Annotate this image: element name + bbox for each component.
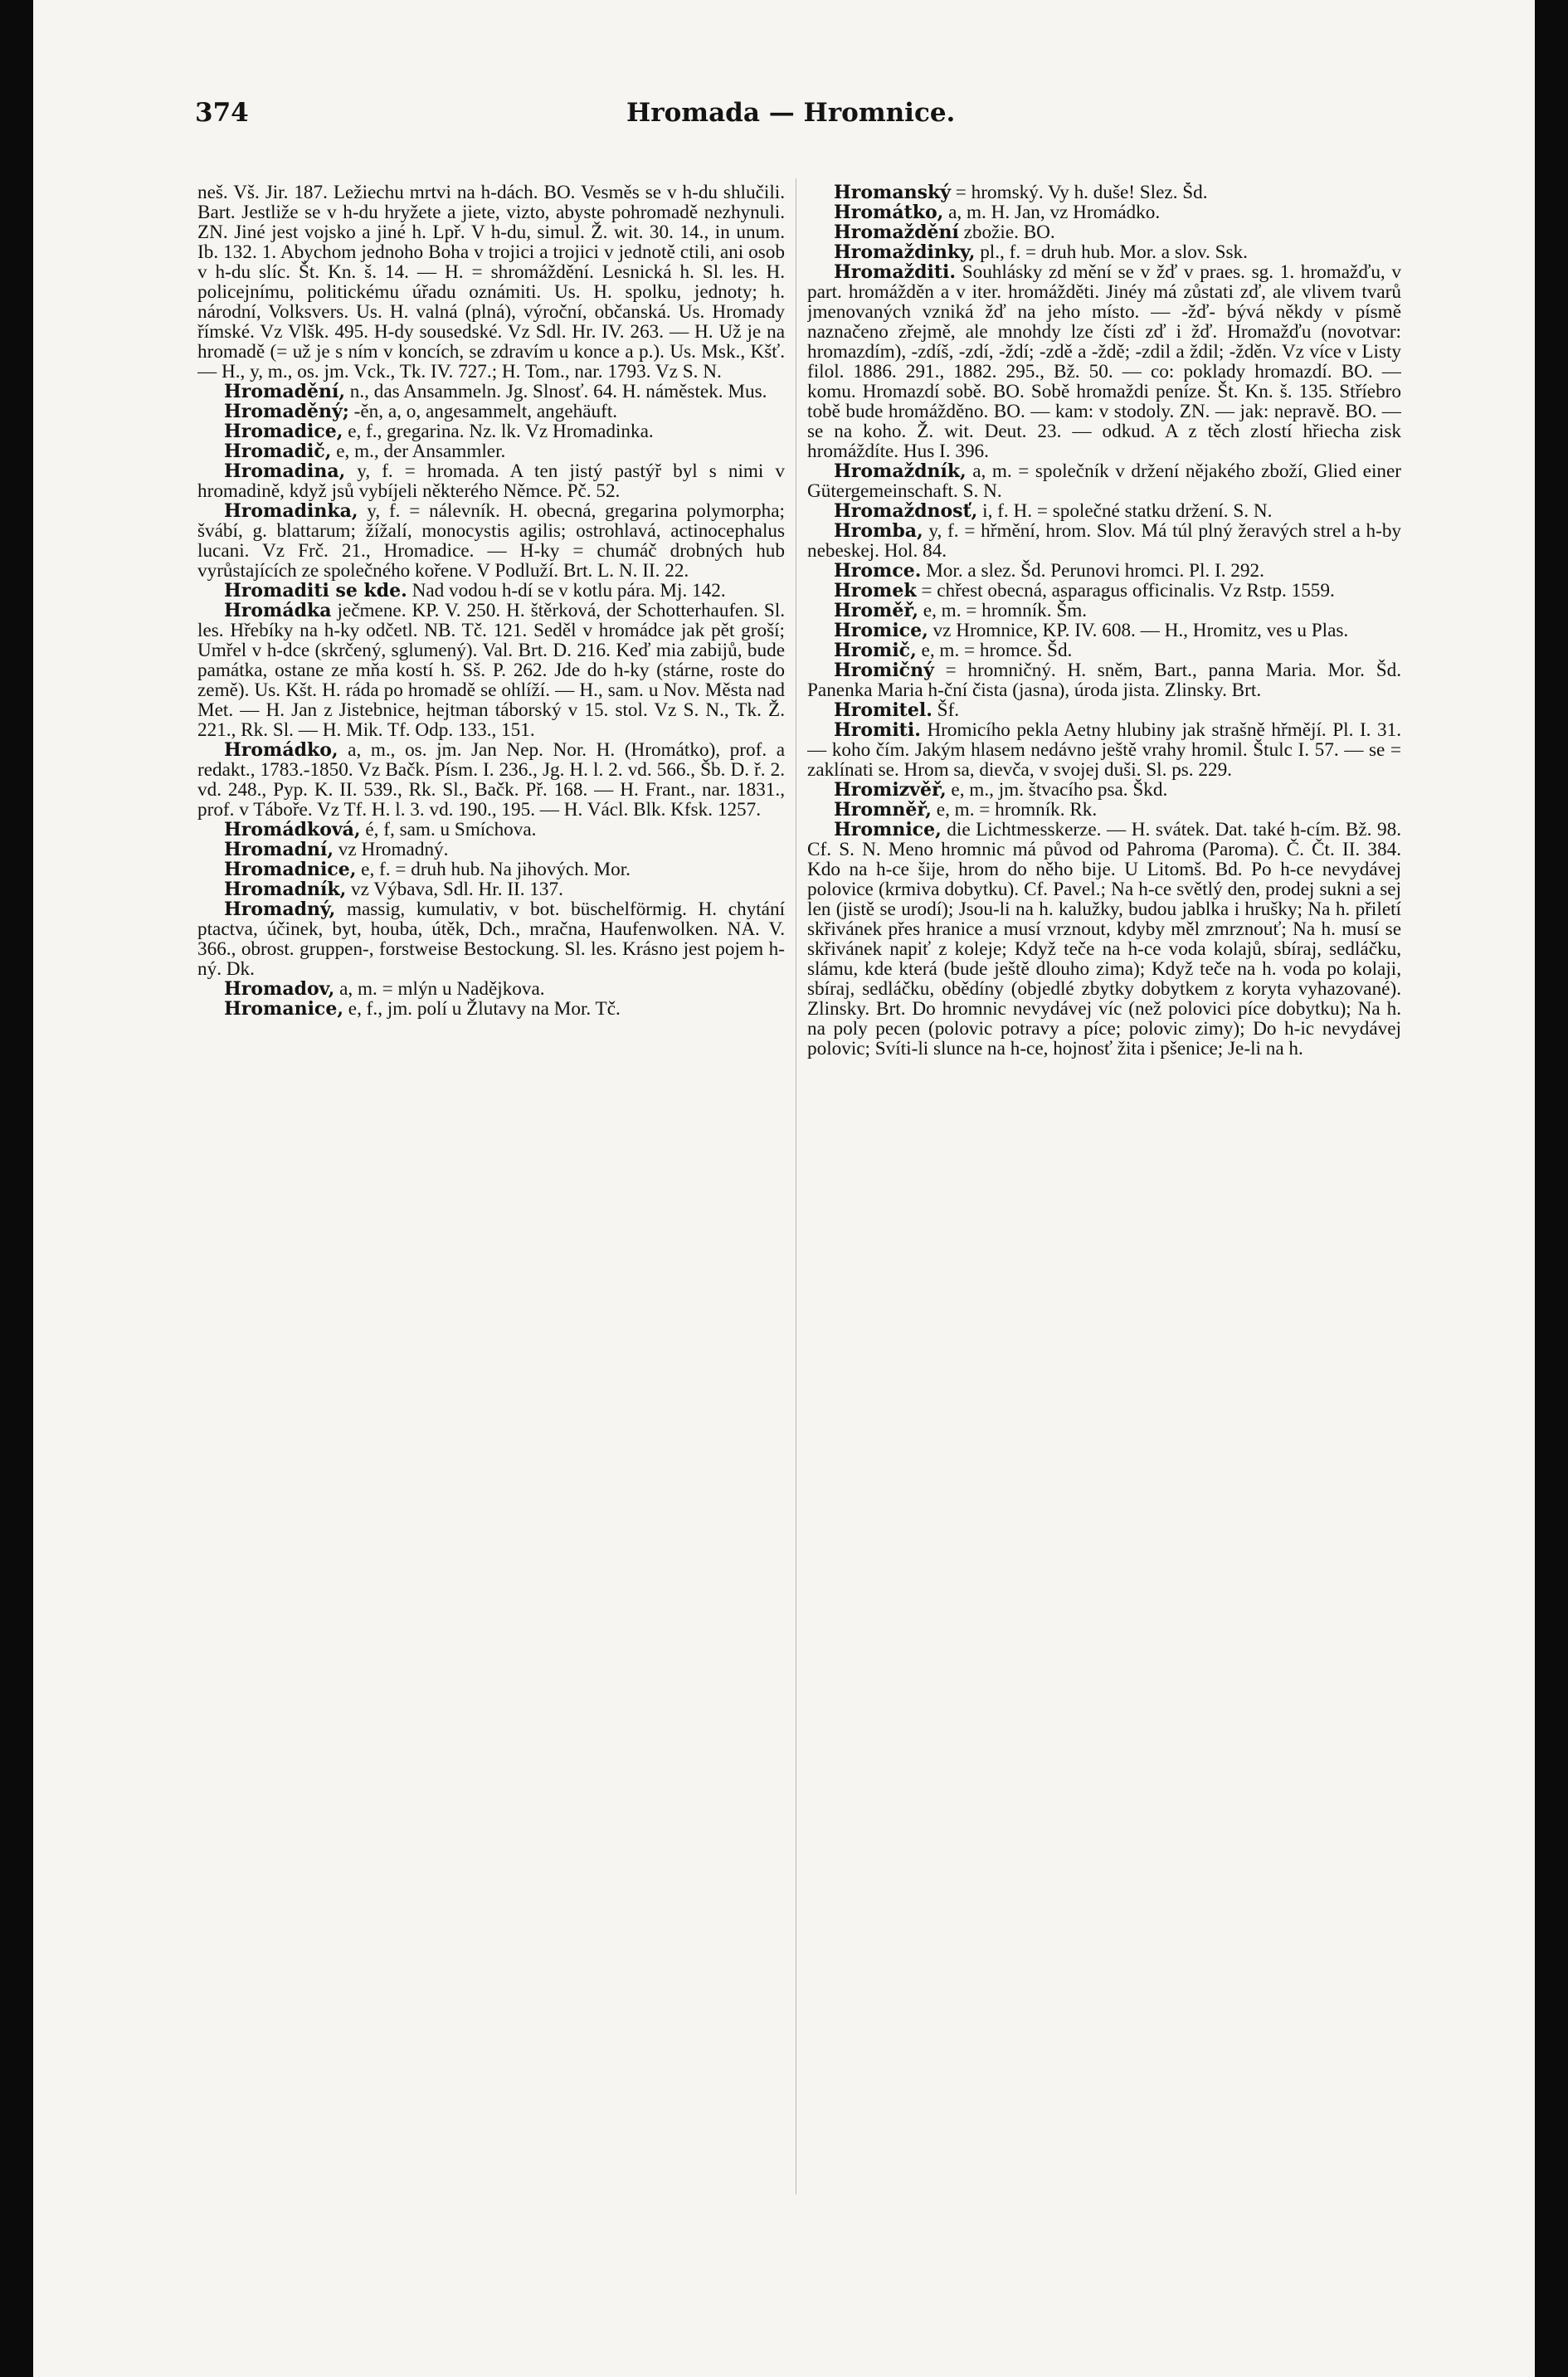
entry-text: a, m., os. jm. Jan Nep. Nor. H. (Hromátko), prof. a redakt., 1783.-1850. Vz Bačk. Písm. I. 236., Jg. H. l. 2. vd. 566., Šb. D. ř. 2. vd. 248., Pyp. K. II. 539., Rk. Sl., Bačk. Př. 168. — H. Frant., nar. 1831., prof. v Táboře. Vz Tf. H. l. 3. vd. 190., 195. — H. Václ. Blk. Kfsk. 1257. bbox=[197, 739, 785, 821]
entry-headword: Hromátko, bbox=[834, 202, 944, 223]
left-column bbox=[197, 183, 785, 1019]
entry-headword: Hromněř, bbox=[834, 799, 932, 821]
dictionary-entry bbox=[197, 840, 785, 860]
entry-text: a, m. = mlýn u Nadějkova. bbox=[339, 978, 545, 1000]
right-column bbox=[807, 183, 1401, 1059]
dictionary-entry bbox=[807, 641, 1401, 660]
entry-headword: Hromadič, bbox=[224, 441, 332, 462]
dictionary-entry bbox=[197, 441, 785, 461]
entry-text: vz Hromnice, KP. IV. 608. — H., Hromitz, ves u Plas. bbox=[933, 620, 1349, 641]
entry-headword: Hromadnice, bbox=[224, 859, 357, 880]
dictionary-entry bbox=[197, 382, 785, 402]
dictionary-entry bbox=[197, 461, 785, 501]
dictionary-entry bbox=[197, 740, 785, 820]
entry-headword: Hromanice, bbox=[224, 998, 343, 1019]
entry-headword: Hromaždinky, bbox=[834, 241, 976, 263]
entry-text: é, f, sam. u Smíchova. bbox=[365, 819, 537, 840]
entry-text: e, m., der Ansammler. bbox=[336, 441, 506, 462]
entry-text: a, m. H. Jan, vz Hromádko. bbox=[948, 202, 1161, 223]
entry-headword: Hromadov, bbox=[224, 978, 335, 1000]
entry-text: ječmene. KP. V. 250. H. štěrková, der Schotterhaufen. Sl. les. Hřebíky na h-ky odčetl. NB. Tč. 121. Seděl v hromádce jak pět groší; Umřel v h-dce (skrčený, sglumený). Val. Brt. D. 216. Keď mia zabijů, bude památka, ostane ze mňa kostí h. Sš. P. 262. Jde do h-ky (stárne, roste do země). Us. Kšt. H. ráda po hromadě se ohlíží. — H., sam. u Nov. Města nad Met. — H. Jan z Jistebnice, hejtman táborský v 15. stol. Vz S. N., Tk. Ž. 221., Rk. Sl. — H. Mik. Tf. Odp. 133., 151. bbox=[197, 600, 785, 741]
entry-text: n., das Ansammeln. Jg. Slnosť. 64. H. náměstek. Mus. bbox=[349, 381, 767, 402]
entry-headword: Hromiti. bbox=[834, 719, 921, 741]
dictionary-entry bbox=[807, 262, 1401, 461]
entry-headword: Hromaždník, bbox=[834, 460, 967, 482]
entry-text: i, f. H. = společné statku držení. S. N. bbox=[982, 500, 1273, 522]
dictionary-entry bbox=[197, 183, 785, 382]
dictionary-entry bbox=[807, 621, 1401, 641]
entry-text: = hromský. Vy h. duše! Slez. Šd. bbox=[955, 183, 1208, 203]
dictionary-entry bbox=[807, 222, 1401, 242]
entry-headword: Hromanský bbox=[834, 183, 951, 203]
entry-headword: Hromažditi. bbox=[834, 261, 956, 283]
entry-headword: Hromizvěř, bbox=[834, 779, 947, 801]
page-title: Hromada — Hromnice. bbox=[626, 98, 956, 128]
page-number: 374 bbox=[195, 98, 249, 128]
entry-text: e, f., gregarina. Nz. lk. Vz Hromadinka. bbox=[348, 421, 654, 442]
dictionary-entry bbox=[197, 879, 785, 899]
entry-headword: Hromadník, bbox=[224, 879, 347, 900]
entry-text: zbožie. BO. bbox=[963, 222, 1055, 243]
entry-headword: Hromitel. bbox=[834, 699, 933, 721]
dictionary-entry bbox=[807, 242, 1401, 262]
entry-text: e, f., jm. polí u Žlutavy na Mor. Tč. bbox=[348, 998, 621, 1019]
entry-text: vz Výbava, Sdl. Hr. II. 137. bbox=[351, 879, 563, 900]
dictionary-entry bbox=[807, 202, 1401, 222]
dictionary-entry bbox=[807, 521, 1401, 561]
entry-text: = hromničný. H. sněm, Bart., panna Maria. Mor. Šd. Panenka Maria h-ční čista (jasna), úroda jista. Zlinsky. Brt. bbox=[807, 660, 1401, 701]
entry-text: neš. Vš. Jir. 187. Ležiechu mrtvi na h-dách. BO. Vesměs se v h-du shlučili. Bart. Jestliže se v h-du hryžete a jiete, vizto, abyste pohromadě nezhynuli. ZN. Jiné jest vojsko a jiné h. Lpř. V h-du, simul. Ž. wit. 30. 14., in unum. Ib. 132. 1. Abychom jednoho Boha v trojici a trojici v jednotě ctili, ani osob v h-du slíc. Št. Kn. š. 14. — H. = shromáždění. Lesnická h. Sl. les. H. policejnímu, politickému úřadu oznámiti. Us. H. spolku, jednoty; h. národní, Volksvers. Us. H. valná (plná), výroční, občanská. Us. Hromady římské. Vz Vlšk. 495. H-dy sousedské. Vz Sdl. Hr. IV. 263. — H. Už je na hromadě (= už je s ním v koncích, se zdravím u konce a p.). Us. Msk., Kšť. — H., y, m., os. jm. Vck., Tk. IV. 727.; H. Tom., nar. 1793. Vz S. N. bbox=[197, 183, 785, 382]
entry-text: y, f. = hřmění, hrom. Slov. Má túl plný žeravých strel a h-by nebeskej. Hol. 84. bbox=[807, 520, 1401, 562]
entry-text: Nad vodou h-dí se v kotlu pára. Mj. 142. bbox=[411, 580, 726, 602]
entry-text: e, m. = hromce. Šd. bbox=[921, 640, 1073, 661]
dictionary-entry bbox=[807, 700, 1401, 720]
entry-text: pl., f. = druh hub. Mor. a slov. Ssk. bbox=[980, 241, 1248, 263]
dictionary-entry bbox=[197, 899, 785, 979]
dictionary-page bbox=[33, 0, 1535, 2377]
entry-headword: Hroměř, bbox=[834, 600, 918, 621]
dictionary-entry bbox=[197, 860, 785, 879]
entry-headword: Hromadinka, bbox=[224, 500, 358, 522]
dictionary-entry bbox=[807, 720, 1401, 780]
dictionary-entry bbox=[807, 660, 1401, 700]
entry-text: e, m., jm. štvacího psa. Škd. bbox=[951, 779, 1168, 801]
entry-headword: Hromadina, bbox=[224, 460, 346, 482]
entry-text: die Lichtmesskerze. — H. svátek. Dat. také h-cím. Bž. 98. Cf. S. N. Meno hromnic má původ od Pahroma (Paroma). Č. Čt. II. 384. Kdo na h-ce šije, hrom do něho bije. U Litomš. Bd. Po h-ce nevydávej polovice (krmiva dobytku). Cf. Pavel.; Na h-ce světlý den, prodej sukni a sej len (jistě se urodí); Jsou-li na h. kalužky, budou jablka i hrušky; Na h. přiletí skřivánek přes hranice a musí vrznout, kdyby měl zmrznouť; Na h. musí se skřivánek napiť z koleje; Když teče na h-ce voda kolajů, sbíraj, sedláčku, slámu, kde která (bude ještě dlouho zima); Když teče na h. voda po kolaji, sbíraj, sedláčku, obědíny (objedlé zbytky dobytkem z koryta vyhazované). Zlinsky. Brt. Do hromnic nevydávej víc (než polovici píce dobytku); Na h. na poly pecen (polovic potravy a píce; polovic zimy); Do h-ic nevydávej polovic; Svíti-li slunce na h-ce, hojnosť žita i pšenice; Je-li na h. bbox=[807, 819, 1401, 1059]
entry-headword: Hromaždnosť, bbox=[834, 500, 978, 522]
dictionary-entry bbox=[197, 820, 785, 840]
entry-headword: Hromaždění bbox=[834, 222, 959, 243]
dictionary-entry bbox=[197, 501, 785, 581]
entry-headword: Hromičný bbox=[834, 660, 934, 681]
entry-headword: Hromce. bbox=[834, 560, 922, 582]
dictionary-entry bbox=[807, 601, 1401, 621]
entry-headword: Hromadění, bbox=[224, 381, 345, 402]
entry-headword: Hromek bbox=[834, 580, 917, 602]
entry-text: Šf. bbox=[937, 699, 960, 721]
entry-headword: Hromadný, bbox=[224, 899, 336, 920]
entry-text: e, m. = hromník. Rk. bbox=[936, 799, 1098, 821]
entry-headword: Hromba, bbox=[834, 520, 923, 542]
entry-text: vz Hromadný. bbox=[338, 839, 449, 860]
entry-headword: Hromice, bbox=[834, 620, 928, 641]
entry-headword: Hromádko, bbox=[224, 739, 338, 761]
entry-headword: Hromaděný; bbox=[224, 401, 349, 422]
entry-text: Souhlásky zd mění se v žď v praes. sg. 1. hromažďu, v part. hromážděn a v iter. hromážděti. Jinéy má zůstati zď, ale vlivem tvarů jmenovaných vzniká žď na jeho místo. — -žď- bývá někdy v písmě naznačeno zřejmě, ale mnohdy lze čísti zď i žď. Hromažďu (novotvar: hromazdím), -zdíš, -zdí, -ždí; -zdě a -ždě; -zdil a ždil; -žděn. Vz více v Listy filol. 1886. 291., 1882. 295., Bž. 50. — co: poklady hromazdí. BO. — komu. Hromazdí sobě. BO. Sobě hromaždi peníze. Št. Kn. š. 135. Stříebro tobě bude hromážděno. BO. — kam: v stodoly. ZN. — jak: nepravě. BO. — se na koho. Ž. wit. Deut. 23. — odkud. A z těch zlostí hřiecha zisk hromáždíte. Hus I. 396. bbox=[807, 261, 1401, 462]
entry-headword: Hromádková, bbox=[224, 819, 361, 840]
dictionary-entry bbox=[807, 581, 1401, 601]
entry-text: a, m. = společník v držení nějakého zboží, Glied einer Gütergemeinschaft. S. N. bbox=[807, 460, 1401, 502]
dictionary-entry bbox=[197, 421, 785, 441]
entry-text: e, m. = hromník. Šm. bbox=[923, 600, 1088, 621]
entry-headword: Hromadní, bbox=[224, 839, 334, 860]
entry-text: massig, kumulativ, v bot. büschelförmig. H. chytání ptactva, účinek, byt, houba, útěk, Dch., mračna, Haufenwolken. NA. V. 366., obrost. gruppen-, forstweise Bestockung. Sl. les. Krásno jest pojem h-ný. Dk. bbox=[197, 899, 785, 980]
entry-text: -ěn, a, o, angesammelt, angehäuft. bbox=[353, 401, 618, 422]
entry-headword: Hromaditi se kde. bbox=[224, 580, 407, 602]
dictionary-entry bbox=[807, 820, 1401, 1059]
dictionary-entry bbox=[807, 800, 1401, 820]
dictionary-entry bbox=[197, 601, 785, 740]
dictionary-entry bbox=[197, 581, 785, 601]
entry-text: Mor. a slez. Šd. Perunovi hromci. Pl. I. 292. bbox=[926, 560, 1264, 582]
entry-text: y, f. = nálevník. H. obecná, gregarina polymorpha; švábí, g. blattarum; žížalí, monocystis agilis; ostrohlavá, actinocephalus lucani. Vz Frč. 21., Hromadice. — H-ky = chumáč drobných hub vyrůstajících ze společného kořene. V Podluží. Brt. L. N. II. 22. bbox=[197, 500, 785, 582]
dictionary-entry bbox=[807, 183, 1401, 202]
dictionary-entry bbox=[197, 979, 785, 999]
dictionary-entry bbox=[197, 402, 785, 421]
entry-headword: Hromnice, bbox=[834, 819, 942, 840]
entry-headword: Hromič, bbox=[834, 640, 917, 661]
dictionary-entry bbox=[807, 780, 1401, 800]
dictionary-entry bbox=[807, 461, 1401, 501]
dictionary-entry bbox=[807, 561, 1401, 581]
entry-text: e, f. = druh hub. Na jihových. Mor. bbox=[361, 859, 631, 880]
entry-text: y, f. = hromada. A ten jistý pastýř byl s nimi v hromadině, když jsů vybíjeli některého Němce. Pč. 52. bbox=[197, 460, 785, 502]
dictionary-entry bbox=[197, 999, 785, 1019]
entry-text: = chřest obecná, asparagus officinalis. Vz Rstp. 1559. bbox=[921, 580, 1335, 602]
page-header bbox=[195, 98, 1394, 139]
entry-headword: Hromádka bbox=[224, 600, 332, 621]
dictionary-entry bbox=[807, 501, 1401, 521]
entry-headword: Hromadice, bbox=[224, 421, 343, 442]
entry-text: Hromicího pekla Aetny hlubiny jak strašně hřmějí. Pl. I. 31. — koho čím. Jakým hlasem nedávno ještě vrahy hromil. Štulc I. 57. — se = zaklínati se. Hrom sa, dievča, v svojej duši. Sl. ps. 229. bbox=[807, 719, 1401, 781]
